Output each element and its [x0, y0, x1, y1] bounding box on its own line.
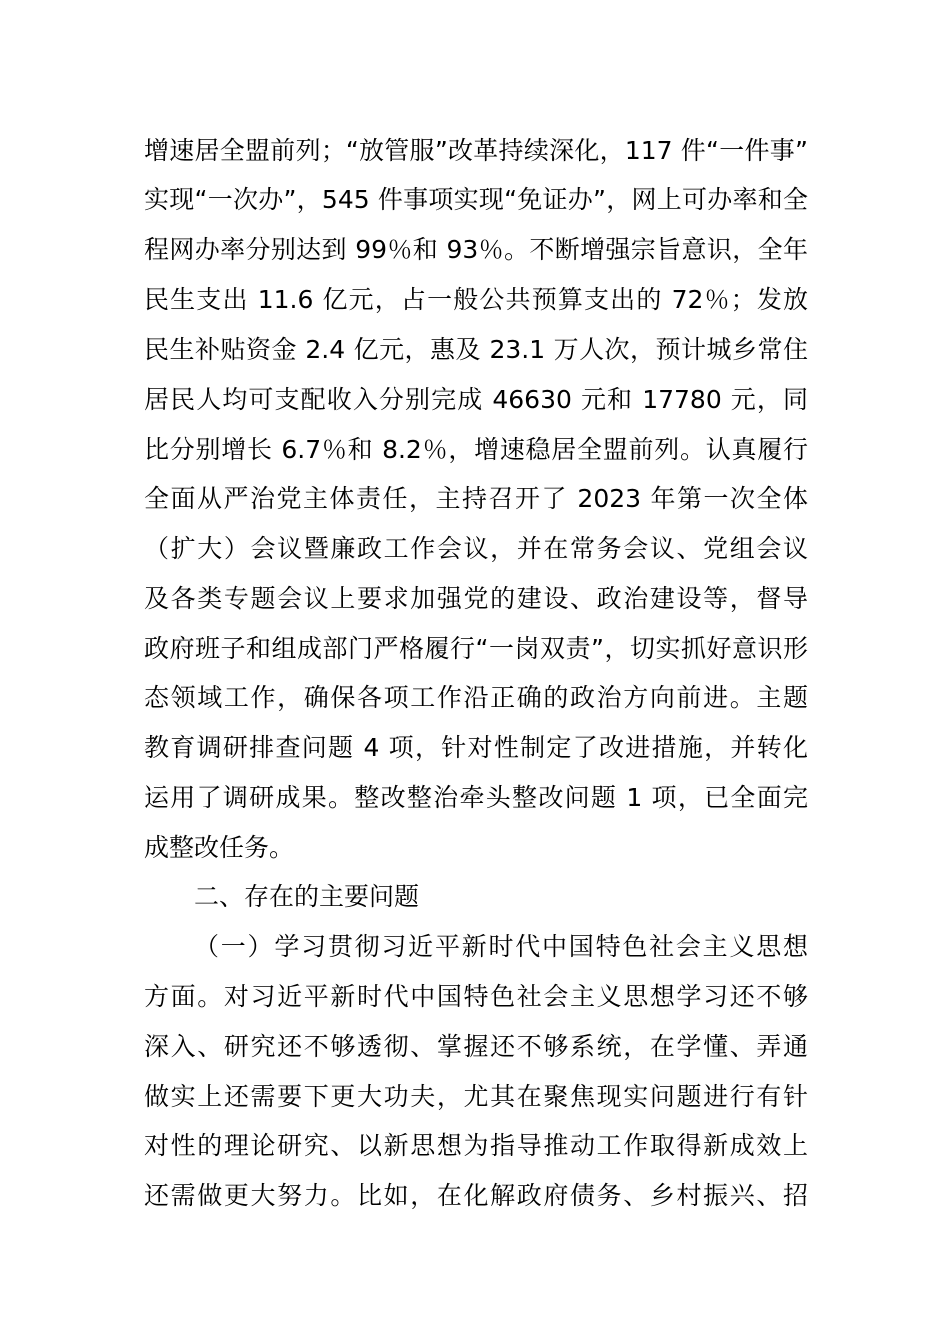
body-text-line: 及各类专题会议上要求加强党的建设、政治建设等，督导	[144, 584, 808, 613]
section-heading: 二、存在的主要问题	[194, 882, 420, 911]
body-text-line: 民生支出 11.6 亿元，占一般公共预算支出的 72％；发放	[144, 285, 808, 314]
body-text-line: 深入、研究还不够透彻、掌握还不够系统，在学懂、弄通	[144, 1032, 808, 1061]
body-text-line: 居民人均可支配收入分别完成 46630 元和 17780 元，同	[144, 385, 808, 414]
body-text-line: 民生补贴资金 2.4 亿元，惠及 23.1 万人次，预计城乡常住	[144, 335, 808, 364]
body-text-line: 增速居全盟前列；“放管服”改革持续深化，117 件“一件事”	[144, 136, 808, 165]
body-text-line: 程网办率分别达到 99％和 93％。不断增强宗旨意识，全年	[144, 235, 808, 264]
body-text-line: 教育调研排查问题 4 项，针对性制定了改进措施，并转化	[144, 733, 808, 762]
subsection-heading-line: （一）学习贯彻习近平新时代中国特色社会主义思想	[194, 932, 808, 961]
body-text-line: 运用了调研成果。整改整治牵头整改问题 1 项，已全面完	[144, 783, 808, 812]
body-text-line: 政府班子和组成部门严格履行“一岗双责”，切实抓好意识形	[144, 634, 808, 663]
body-text-line: 实现“一次办”，545 件事项实现“免证办”，网上可办率和全	[144, 185, 808, 214]
body-text-line: 态领域工作，确保各项工作沿正确的政治方向前进。主题	[144, 683, 808, 712]
body-text-line: 做实上还需要下更大功夫，尤其在聚焦现实问题进行有针	[144, 1082, 808, 1111]
body-text-line: 对性的理论研究、以新思想为指导推动工作取得新成效上	[144, 1131, 808, 1160]
body-text-line: （扩大）会议暨廉政工作会议，并在常务会议、党组会议	[144, 534, 808, 563]
body-text-line: 成整改任务。	[144, 833, 295, 862]
body-text-line: 比分别增长 6.7％和 8.2％，增速稳居全盟前列。认真履行	[144, 435, 808, 464]
body-text-line: 全面从严治党主体责任，主持召开了 2023 年第一次全体	[144, 484, 808, 513]
body-text-line: 方面。对习近平新时代中国特色社会主义思想学习还不够	[144, 982, 808, 1011]
body-text-line: 还需做更大努力。比如，在化解政府债务、乡村振兴、招	[144, 1181, 808, 1210]
